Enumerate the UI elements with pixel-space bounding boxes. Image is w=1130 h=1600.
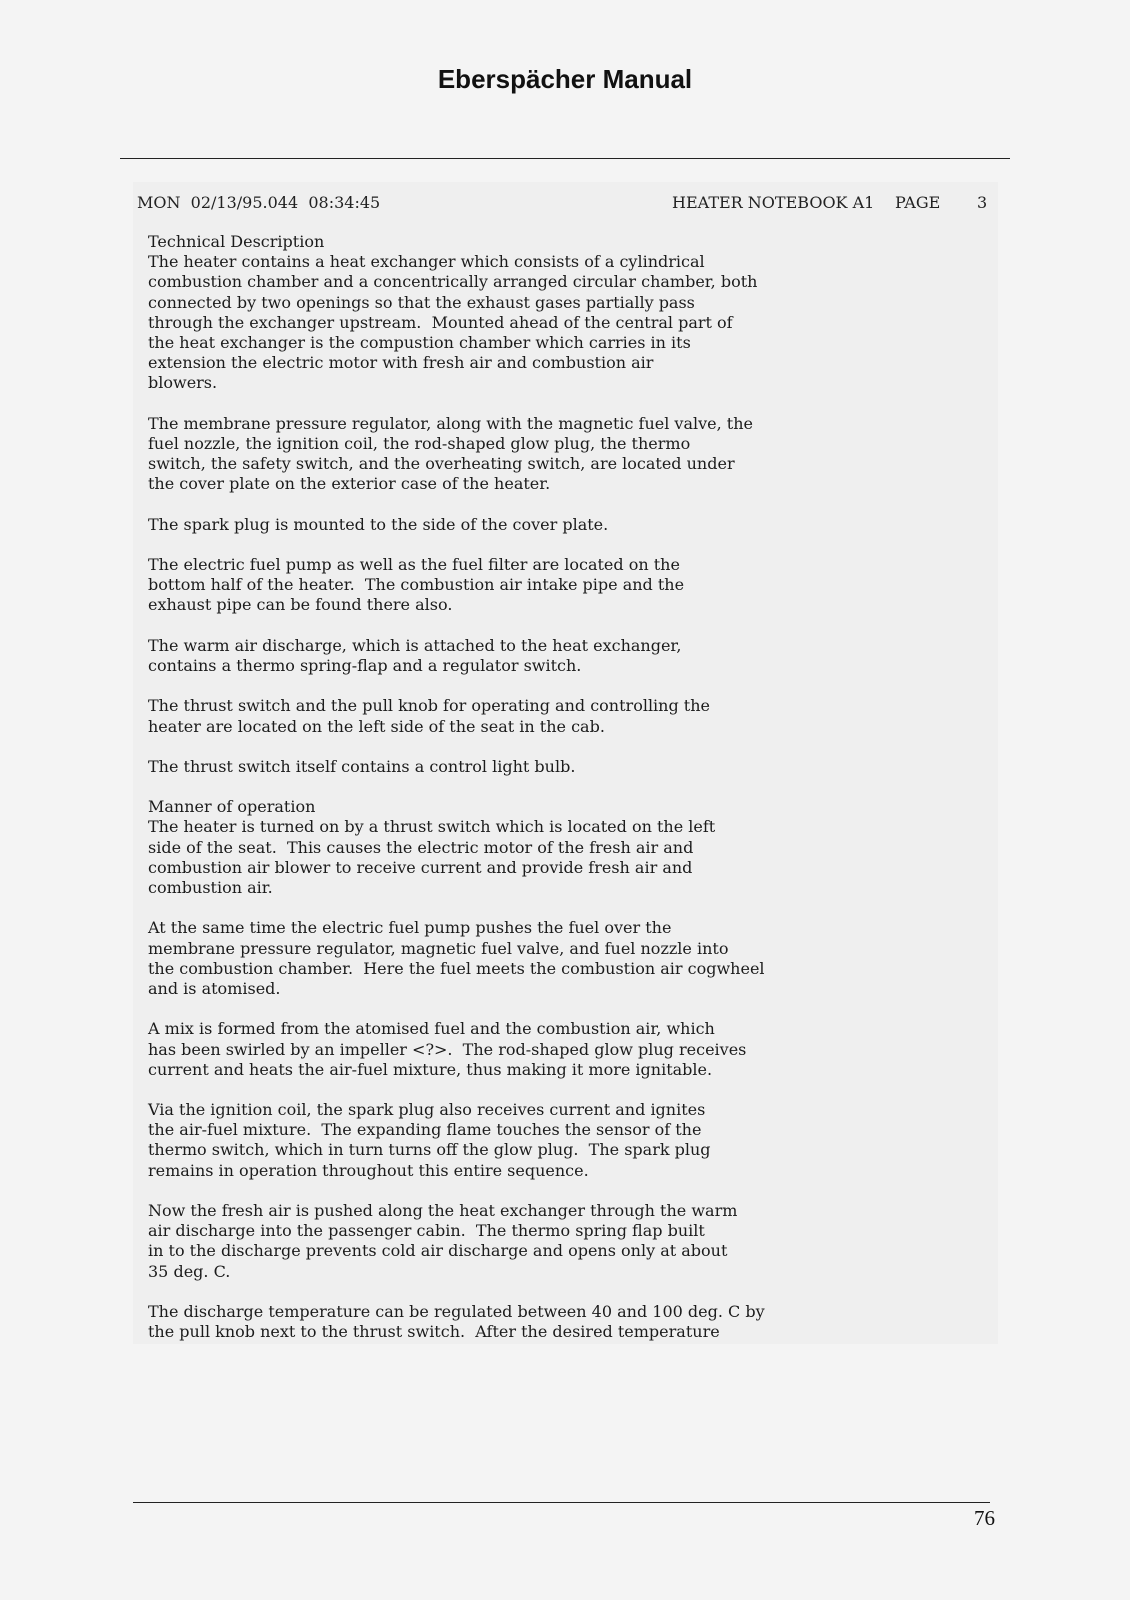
paragraph [148, 1100, 988, 1181]
text-line: The electric fuel pump as well as the fuel filter are located on the [148, 555, 680, 574]
paragraph [148, 414, 988, 495]
text-line: through the exchanger upstream. Mounted ahead of the central part of [148, 312, 733, 332]
text-line: current and heats the air-fuel mixture, thus making it more ignitable. [148, 1059, 713, 1079]
text-line: The heater is turned on by a thrust switch which is located on the left [148, 817, 716, 837]
text-line: A mix is formed from the atomised fuel and the combustion air, which [148, 1019, 715, 1039]
text-line: the air-fuel mixture. The expanding flame touches the sensor of the [148, 1120, 702, 1140]
text-line: in to the discharge prevents cold air discharge and opens only at about [148, 1241, 728, 1261]
text-line: Manner of operation [148, 797, 316, 817]
text-line: The warm air discharge, which is attached to the heat exchanger, [148, 635, 682, 655]
text-line: heater are located on the left side of the seat in the cab. [148, 716, 605, 736]
scan-header-timestamp: MON 02/13/95.044 08:34:45 [137, 193, 381, 212]
paragraph [148, 515, 988, 535]
text-line: fuel nozzle, the ignition coil, the rod-shaped glow plug, the thermo [148, 433, 691, 453]
text-line: the pull knob next to the thrust switch. After the desired temperature [148, 1322, 720, 1342]
text-line: air discharge into the passenger cabin. The thermo spring flap built [148, 1221, 705, 1241]
text-line: switch, the safety switch, and the overheating switch, are located under [148, 454, 735, 474]
text-line: contains a thermo spring-flap and a regulator switch. [148, 655, 582, 675]
scan-header-page-label: PAGE [895, 193, 941, 212]
text-line: exhaust pipe can be found there also. [148, 595, 453, 615]
text-line: combustion chamber and a concentrically arranged circular chamber, both [148, 272, 758, 292]
text-line: The heater contains a heat exchanger which consists of a cylindrical [148, 252, 705, 272]
paragraph [148, 555, 988, 616]
paragraph [148, 1302, 988, 1342]
text-line: bottom half of the heater. The combustion air intake pipe and the [148, 575, 685, 595]
text-line: extension the electric motor with fresh air and combustion air [148, 353, 654, 373]
text-line: The membrane pressure regulator, along with the magnetic fuel valve, the [148, 413, 754, 433]
text-line: The spark plug is mounted to the side of the cover plate. [148, 514, 609, 534]
scan-header-notebook: HEATER NOTEBOOK A1 [672, 193, 875, 212]
text-line: has been swirled by an impeller <?>. The rod-shaped glow plug receives [148, 1039, 747, 1059]
paragraph [148, 636, 988, 676]
paragraph [148, 1019, 988, 1080]
text-line: remains in operation throughout this entire sequence. [148, 1160, 589, 1180]
document-title: Eberspächer Manual [437, 64, 693, 94]
paragraph [148, 1201, 988, 1282]
text-line: The thrust switch itself contains a control light bulb. [148, 756, 576, 776]
footer-divider [133, 1502, 990, 1503]
text-line: The discharge temperature can be regulated between 40 and 100 deg. C by [148, 1301, 765, 1321]
paragraph [148, 918, 988, 999]
text-line: membrane pressure regulator, magnetic fuel valve, and fuel nozzle into [148, 938, 729, 958]
text-line: and is atomised. [148, 978, 281, 998]
text-line: Via the ignition coil, the spark plug also receives current and ignites [148, 1100, 706, 1120]
header-divider [120, 158, 1010, 159]
text-line: Now the fresh air is pushed along the heat exchanger through the warm [148, 1201, 738, 1220]
paragraph [148, 232, 988, 394]
text-line: 35 deg. C. [148, 1261, 231, 1281]
text-line: blowers. [148, 373, 218, 393]
paragraph [148, 757, 988, 777]
text-line: the combustion chamber. Here the fuel meets the combustion air cogwheel [148, 958, 765, 978]
paragraph [148, 797, 988, 898]
page-number: 76 [974, 1506, 995, 1530]
text-line: thermo switch, which in turn turns off the glow plug. The spark plug [148, 1140, 711, 1160]
text-line: combustion air. [148, 878, 273, 897]
text-line: side of the seat. This causes the electric motor of the fresh air and [148, 837, 694, 857]
body-text [148, 232, 988, 1363]
text-line: the cover plate on the exterior case of the heater. [148, 474, 551, 494]
scan-header [137, 193, 987, 215]
paragraph [148, 696, 988, 736]
text-line: The thrust switch and the pull knob for operating and controlling the [148, 696, 711, 716]
text-line: the heat exchanger is the compustion chamber which carries in its [148, 332, 691, 352]
scan-header-page-value: 3 [977, 193, 988, 212]
text-line: Technical Description [148, 232, 325, 251]
text-line: combustion air blower to receive current and provide fresh air and [148, 857, 693, 877]
text-line: At the same time the electric fuel pump pushes the fuel over the [148, 918, 672, 938]
text-line: connected by two openings so that the exhaust gases partially pass [148, 292, 695, 312]
